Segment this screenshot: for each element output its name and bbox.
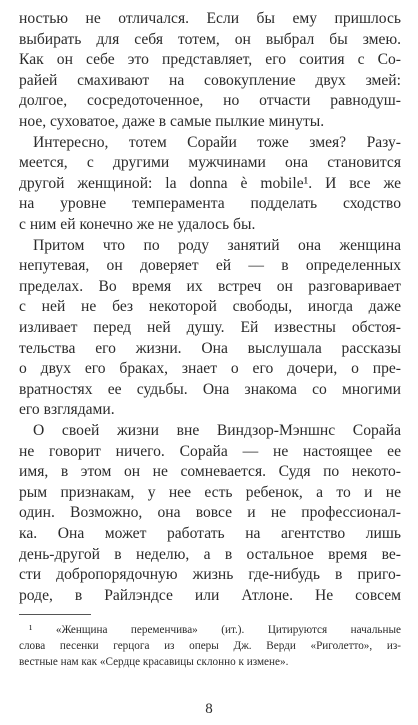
text-line: пределах. Во время их встреч он разговаривает (19, 277, 401, 295)
text-line: долгое, сосредоточенное, но отчасти равнодуш- (19, 92, 401, 110)
text-line: непутевая, он доверяет ей — в определенных (19, 257, 401, 275)
text-line: другой женщиной: la donna è mobile¹. И все же (19, 174, 401, 192)
text-line: райей смахивают на совокупление двух змей: (19, 71, 401, 89)
text-line: сти добропорядочную жизнь где-нибудь в приго- (19, 566, 401, 584)
text-line: с ним ей конечно же не удалось бы. (19, 216, 256, 233)
text-line: меется, с другими мужчинами она становится (19, 154, 401, 172)
text-line: ка. Она может работать на агентство лишь (19, 525, 401, 542)
text-line: Интересно, тотем Сорайи тоже змея? Разу- (33, 133, 401, 151)
text-line: выбирать для себя тотем, он выбрал бы змею. (19, 30, 401, 48)
footnote-line: ¹ «Женщина переменчива» (ит.). Цитируются начальные (29, 624, 401, 636)
text-line: ностью не отличался. Если бы ему пришлось (19, 10, 401, 27)
text-line: Как он себе это представляет, его соития с Со- (19, 51, 401, 69)
text-line: Притом что по роду занятий она женщина (33, 236, 401, 254)
page-number: 8 (205, 701, 213, 717)
text-line: имя, в этом он не сомневается. Судя по некото- (19, 463, 401, 481)
text-line: с ней не без некоторой свободы, иногда даже (19, 298, 401, 316)
text-line: его взглядами. (19, 401, 115, 419)
text-line: изливает перед ней душу. Ей известны обстоя- (19, 319, 401, 336)
text-line: не говорит ничего. Сорайа — не настоящее ее (19, 442, 401, 460)
text-line: на уровне темперамента подделать сходство (19, 195, 401, 213)
text-line: вратностях ее судьбы. Она знакома со многими (19, 380, 401, 398)
text-line: о двух его браках, знает о его дочери, о пре- (19, 360, 401, 378)
text-line: ное, суховатое, даже в самые пылкие минуты. (19, 113, 325, 130)
footnote-rule (19, 614, 91, 615)
text-line: один. Возможно, она вовсе и не профессионал- (19, 504, 401, 522)
text-line: рым признакам, у нее есть ребенок, а то и не (19, 483, 401, 501)
text-line: тельства его жизни. Она выслушала рассказы (19, 339, 401, 357)
text-line: роде, в Райлэндсе или Атлоне. Не совсем (19, 586, 401, 604)
text-line: день-другой в неделю, а в остальное время ве- (19, 545, 401, 563)
text-line: О своей жизни вне Виндзор-Мэншнс Сорайа (33, 422, 401, 439)
footnote-line: слова песенки герцога из оперы Дж. Верди «Риголетто», из- (19, 640, 401, 652)
footnote-line: вестные нам как «Сердце красавицы склонно к измене». (19, 656, 289, 668)
